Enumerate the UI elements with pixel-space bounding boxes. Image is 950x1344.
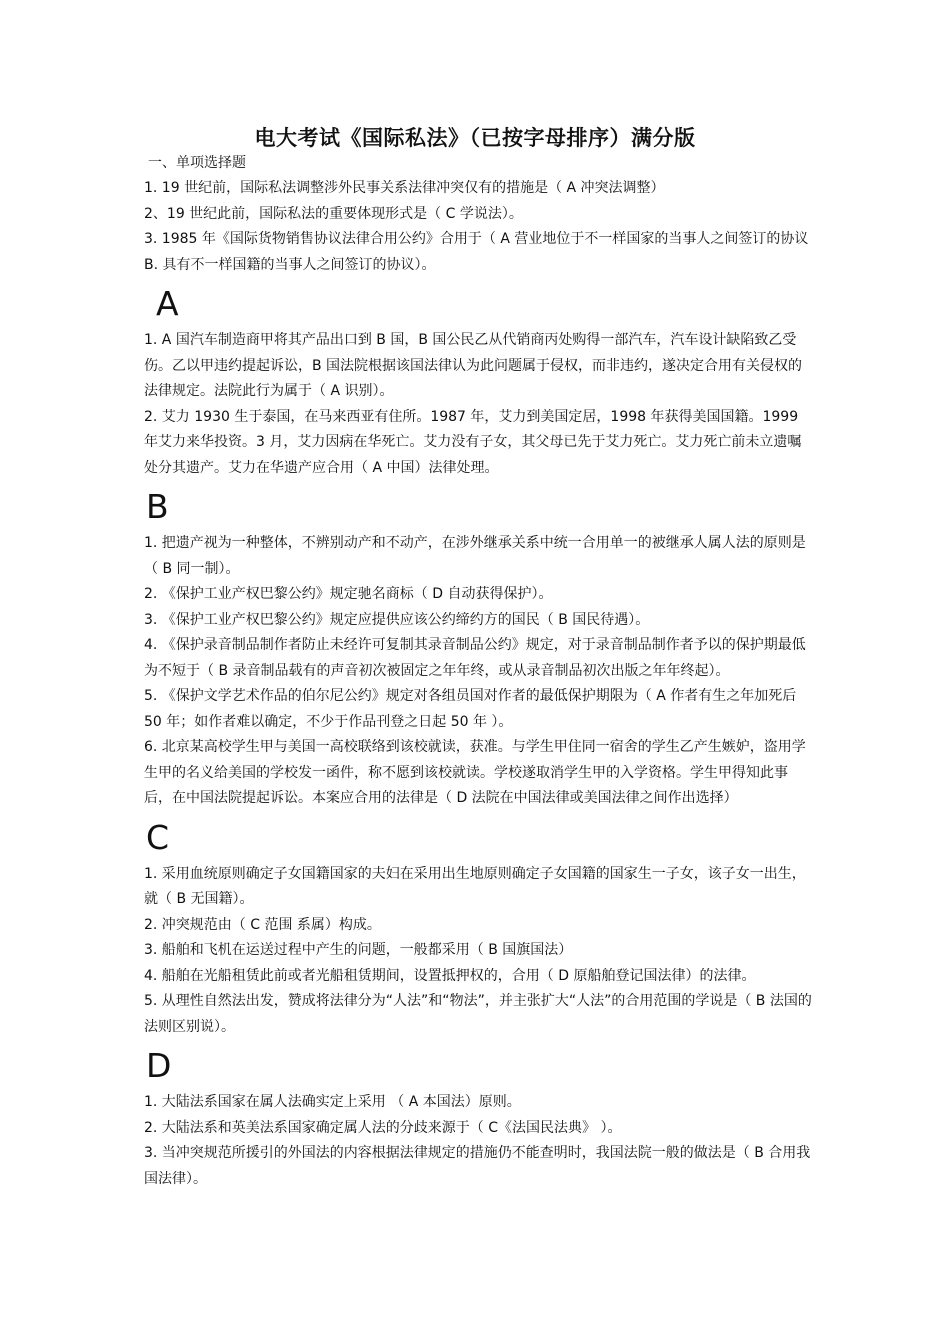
group-letter-b: B <box>146 487 169 526</box>
question-item: 1. 19 世纪前，国际私法调整涉外民事关系法律冲突仅有的措施是（ A 冲突法调整） <box>144 180 665 196</box>
question-item: 1. 采用血统原则确定子女国籍国家的夫妇在采用出生地原则确定子女国籍的国家生一子女，该子女一出生，就（ B 无国籍）。 <box>144 865 806 907</box>
question-item: 3. 1985 年《国际货物销售协议法律合用公约》合用于（ A 营业地位于不一样国家的当事人之间签订的协议 B. 具有不一样国籍的当事人之间签订的协议）。 <box>144 231 809 273</box>
section-heading: 一、单项选择题 <box>148 155 246 171</box>
group-letter-d: D <box>146 1046 172 1085</box>
question-item: 3. 《保护工业产权巴黎公约》规定应提供应该公约缔约方的国民（ B 国民待遇）。 <box>144 611 650 628</box>
group-letter-a: A <box>156 284 179 323</box>
group-d <box>144 1044 814 1192</box>
question-item: 2、19 世纪此前，国际私法的重要体现形式是（ C 学说法）。 <box>144 205 523 222</box>
question-item: 1. 把遗产视为一种整体，不辨别动产和不动产，在涉外继承关系中统一合用单一的被继承人属人法的原则是（ B 同一制）。 <box>144 535 806 577</box>
question-item: 5. 《保护文学艺术作品的伯尔尼公约》规定对各组员国对作者的最低保护期限为（ A 作者有生之年加死后 50 年；如作者难以确定，不少于作品刊登之日起 50 年 ）。 <box>144 688 797 730</box>
group-letter-c: C <box>146 817 170 857</box>
question-item: 1. A 国汽车制造商甲将其产品出口到 B 国，B 国公民乙从代销商丙处购得一部汽车，汽车设计缺陷致乙受伤。乙以甲违约提起诉讼，B 国法院根据该国法律认为此问题属于侵权，而非违约，遂决定合用有关侵权的法律规定。法院此行为属于（ A 识别）。 <box>144 332 803 399</box>
document-title: 电大考试《国际私法》（已按字母排序）满分版 <box>254 126 696 150</box>
question-item: 3. 船舶和飞机在运送过程中产生的问题，一般都采用（ B 国旗国法） <box>144 942 573 958</box>
question-item: 3. 当冲突规范所援引的外国法的内容根据法律规定的措施仍不能查明时，我国法院一般的做法是（ B 合用我国法律）。 <box>144 1145 811 1187</box>
intro-questions <box>144 176 814 278</box>
question-item: 2. 《保护工业产权巴黎公约》规定驰名商标（ D 自动获得保护）。 <box>144 586 553 602</box>
group-c <box>144 816 814 1041</box>
group-a <box>144 282 814 481</box>
group-b <box>144 485 814 812</box>
question-item: 4. 《保护录音制品制作者防止未经许可复制其录音制品公约》规定，对于录音制品制作者予以的保护期最低为不短于（ B 录音制品载有的声音初次被固定之年年终，或从录音制品初次出版之年年终起）。 <box>144 637 806 679</box>
question-item: 2. 艾力 1930 生于泰国，在马来西亚有住所。1987 年，艾力到美国定居，1998 年获得美国国籍。1999 年艾力来华投资。3 月，艾力因病在华死亡。艾力没有子女，其父母已先于艾力死亡。艾力死亡前未立遗嘱处分其遗产。艾力在华遗产应合用（ A 中国）法律处理。 <box>144 408 802 476</box>
document-body <box>144 176 814 1192</box>
question-item: 1. 大陆法系国家在属人法确实定上采用 （ A 本国法）原则。 <box>144 1094 521 1110</box>
question-item: 6. 北京某高校学生甲与美国一高校联络到该校就读，获准。与学生甲住同一宿舍的学生乙产生嫉妒，盗用学生甲的名义给美国的学校发一函件，称不愿到该校就读。学校遂取消学生甲的入学资格。学生甲得知此事后，在中国法院提起诉讼。本案应合用的法律是（ D 法院在中国法律或美国法律之间作出选择） <box>144 739 806 806</box>
question-item: 5. 从理性自然法出发，赞成将法律分为“人法”和“物法”，并主张扩大“人法”的合用范围的学说是（ B 法国的法则区别说）。 <box>144 993 812 1035</box>
question-item: 2. 冲突规范由（ C 范围 系属）构成。 <box>144 916 381 933</box>
question-item: 2. 大陆法系和英美法系国家确定属人法的分歧来源于（ C《法国民法典》 ）。 <box>144 1119 622 1136</box>
question-item: 4. 船舶在光船租赁此前或者光船租赁期间，设置抵押权的，合用（ D 原船舶登记国法律）的法律。 <box>144 967 756 984</box>
